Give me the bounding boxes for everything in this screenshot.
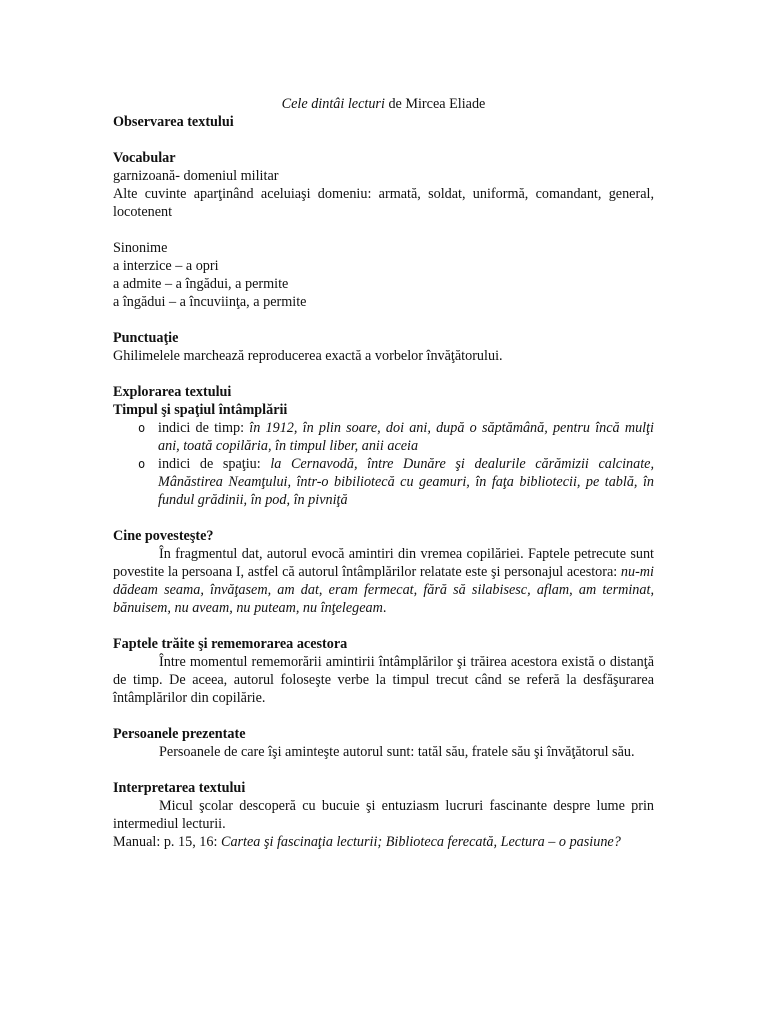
manual-reference [113, 833, 654, 851]
list-item-lead: indici de spaţiu: [158, 456, 271, 472]
interpretation-heading: Interpretarea textului [113, 780, 246, 796]
bullet-mark: o [138, 457, 146, 471]
narrator-paragraph [113, 545, 654, 617]
synonym-item: a admite – a îngădui, a permite [113, 276, 289, 292]
synonym-item: a îngădui – a încuviinţa, a permite [113, 294, 307, 310]
vocabulary-heading: Vocabular [113, 150, 176, 166]
list-item-lead: indici de timp: [158, 420, 250, 436]
time-space-heading: Timpul şi spaţiul întâmplării [113, 402, 288, 418]
narrator-end: . [382, 600, 387, 616]
interpretation-paragraph: Micul şcolar descoperă cu bucuie şi entuziasm lucruri fascinante despre lume prin intermediul lecturii. [113, 798, 654, 832]
punctuation-text: Ghilimelele marchează reproducerea exactă a vorbelor învăţătorului. [113, 348, 503, 364]
list-item-italic: în 1912, în plin soare, doi ani, după o săptămână, pentru încă mulţi ani, toată copilăria, în timpul liber, anii aceia [158, 420, 655, 454]
facts-paragraph: Între momentul rememorării amintirii întâmplărilor şi trăirea acestora există o distanţă de timp. De aceea, autorul foloseşte verbe la timpul trecut când se referă la desfăşurarea întâmplărilor din copilărie. [113, 654, 654, 706]
persons-heading: Persoanele prezentate [113, 726, 246, 742]
title-italic: Cele dintâi lecturi [281, 96, 385, 112]
narrator-verbs: nu-mi dădeam seama, învăţasem, am dat, eram fermecat, fără să silabisesc, aflam, am terminat, bănuisem, nu aveam, nu puteam, nu înţelegeam [113, 564, 654, 616]
list-item-italic: la Cernavodă, între Dunăre şi dealurile cărămizii calcinate, Mânăstirea Neamţului, într-o bibiliotecă cu geamuri, în faţa bibliotecii, pe tablă, în fundul grădinii, în pod, în pivniţă [158, 456, 654, 508]
punctuation-heading: Punctuaţie [113, 330, 179, 346]
bullet-mark: o [138, 421, 146, 435]
synonyms-heading: Sinonime [113, 240, 168, 256]
document-page [113, 95, 654, 851]
exploration-heading: Explorarea textului [113, 384, 232, 400]
document-title [113, 95, 654, 113]
title-author: de Mircea Eliade [384, 96, 486, 112]
facts-heading: Faptele trăite şi rememorarea acestora [113, 636, 348, 652]
manual-titles: Cartea şi fascinaţia lecturii; Biblioteca ferecată, Lectura – o pasiune? [220, 834, 621, 850]
vocabulary-line-1: garnizoană- domeniul militar [113, 168, 279, 184]
observation-heading: Observarea textului [113, 114, 234, 130]
narrator-heading: Cine povesteşte? [113, 528, 214, 544]
manual-lead: Manual: p. 15, 16: [113, 834, 221, 850]
list-item [113, 419, 654, 455]
synonym-item: a interzice – a opri [113, 258, 219, 274]
persons-paragraph: Persoanele de care îşi aminteşte autorul sunt: tatăl său, fratele său şi învăţătorul său. [159, 744, 635, 760]
narrator-text: În fragmentul dat, autorul evocă amintiri din vremea copilăriei. Faptele petrecute sunt povestite la persoana I, astfel că autorul întâmplărilor relatate este şi personajul acestora: [113, 546, 654, 580]
list-item [113, 455, 654, 509]
vocabulary-line-2: Alte cuvinte aparţinând aceluiaşi domeniu: armată, soldat, uniformă, comandant, general, locotenent [113, 186, 654, 220]
time-space-list [113, 419, 654, 509]
